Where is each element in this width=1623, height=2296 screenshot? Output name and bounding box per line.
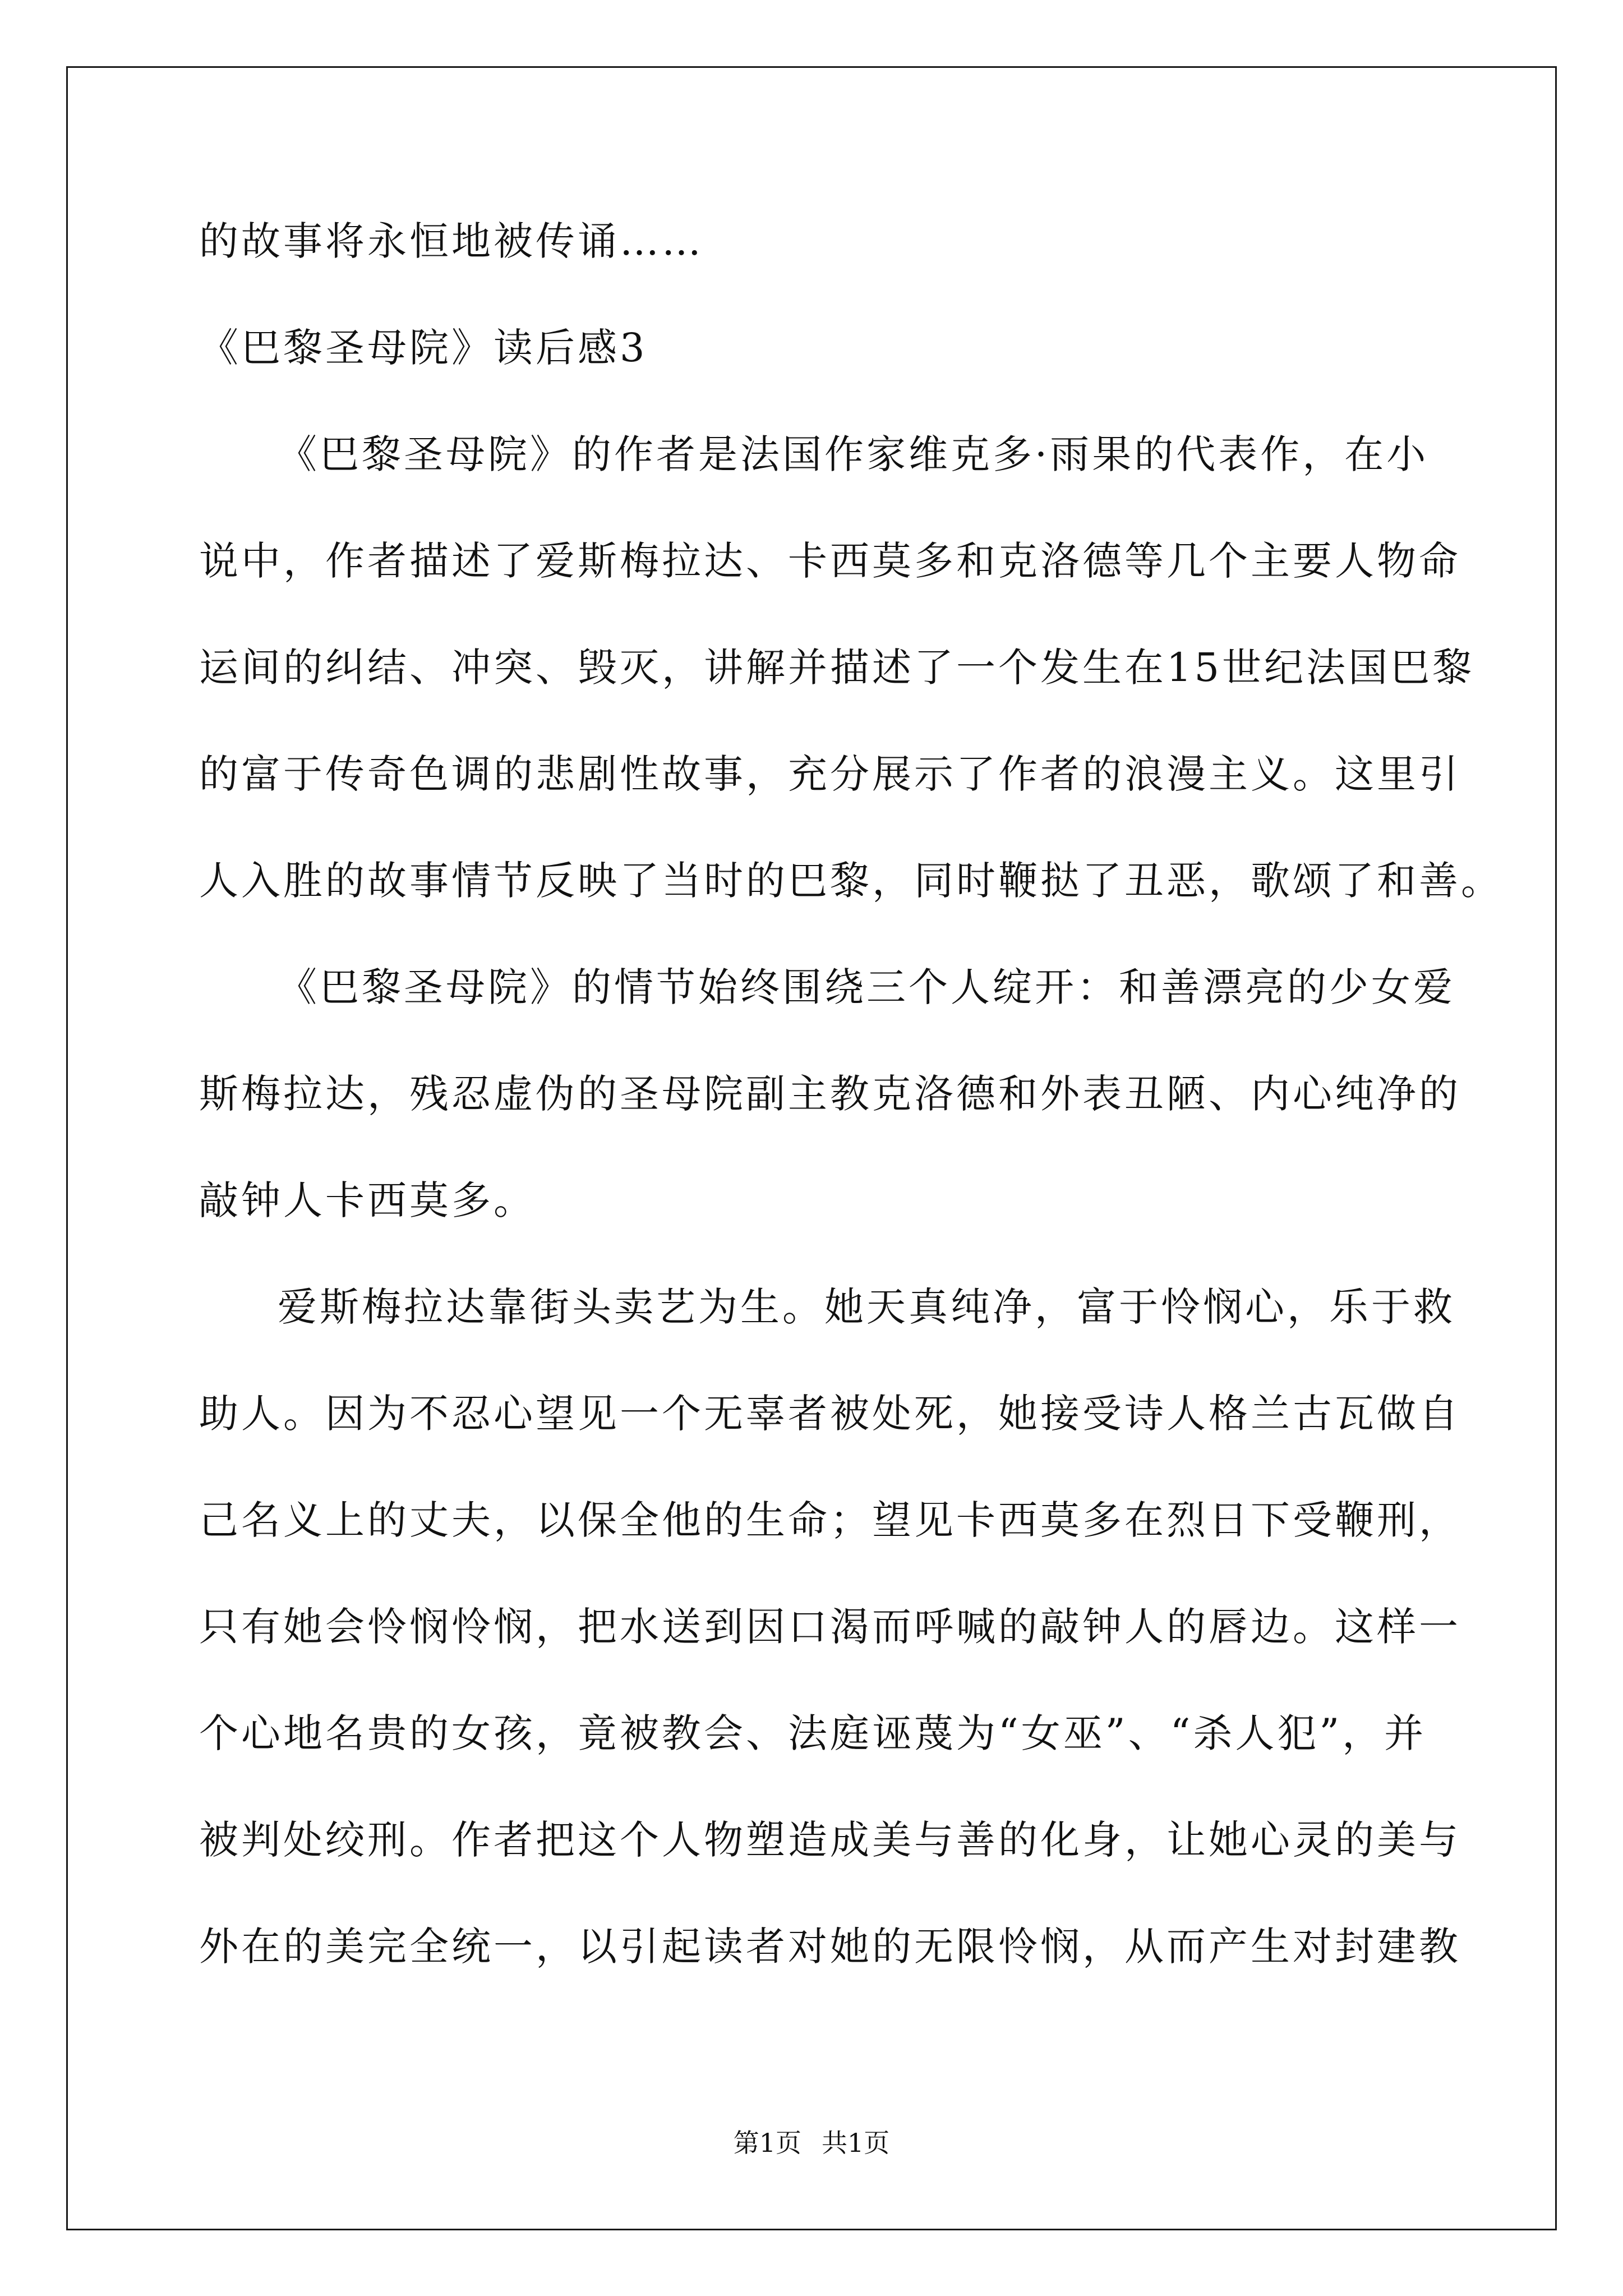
text-line: 外在的美完全统一，以引起读者对她的无限怜悯，从而产生对封建教 xyxy=(199,1924,1461,1970)
text-line: 个心地名贵的女孩，竟被教会、法庭诬蔑为“女巫”、“杀人犯”，并 xyxy=(199,1710,1427,1756)
text-line: 被判处绞刑。作者把这个人物塑造成美与善的化身，让她心灵的美与 xyxy=(199,1817,1461,1863)
text-line: 运间的纠结、冲突、毁灭，讲解并描述了一个发生在15世纪法国巴黎 xyxy=(199,645,1475,691)
text-line: 《巴黎圣母院》的情节始终围绕三个人绽开：和善漂亮的少女爱 xyxy=(278,964,1455,1010)
text-line: 斯梅拉达，残忍虚伪的圣母院副主教克洛德和外表丑陋、内心纯净的 xyxy=(199,1071,1461,1117)
page-number: 第1页 xyxy=(733,2128,801,2158)
text-line: 的富于传奇色调的悲剧性故事，充分展示了作者的浪漫主义。这里引 xyxy=(199,751,1461,797)
text-line: 说中，作者描述了爱斯梅拉达、卡西莫多和克洛德等几个主要人物命 xyxy=(199,538,1461,584)
section-heading: 《巴黎圣母院》读后感3 xyxy=(199,325,648,371)
text-line: 只有她会怜悯怜悯，把水送到因口渴而呼喊的敲钟人的唇边。这样一 xyxy=(199,1604,1461,1650)
text-line: 敲钟人卡西莫多。 xyxy=(199,1177,536,1223)
text-line: 人入胜的故事情节反映了当时的巴黎，同时鞭挞了丑恶，歌颂了和善。 xyxy=(199,858,1503,904)
page-border xyxy=(66,66,1557,2230)
text-line: 爱斯梅拉达靠街头卖艺为生。她天真纯净，富于怜悯心，乐于救 xyxy=(278,1284,1455,1330)
text-line: 助人。因为不忍心望见一个无辜者被处死，她接受诗人格兰古瓦做自 xyxy=(199,1391,1461,1437)
page-footer xyxy=(0,2126,1623,2160)
page-total: 共1页 xyxy=(822,2128,890,2158)
text-line: 的故事将永恒地被传诵…… xyxy=(199,218,704,264)
text-line: 《巴黎圣母院》的作者是法国作家维克多·雨果的代表作，在小 xyxy=(278,431,1429,477)
text-line: 己名义上的丈夫，以保全他的生命；望见卡西莫多在烈日下受鞭刑， xyxy=(199,1497,1461,1543)
